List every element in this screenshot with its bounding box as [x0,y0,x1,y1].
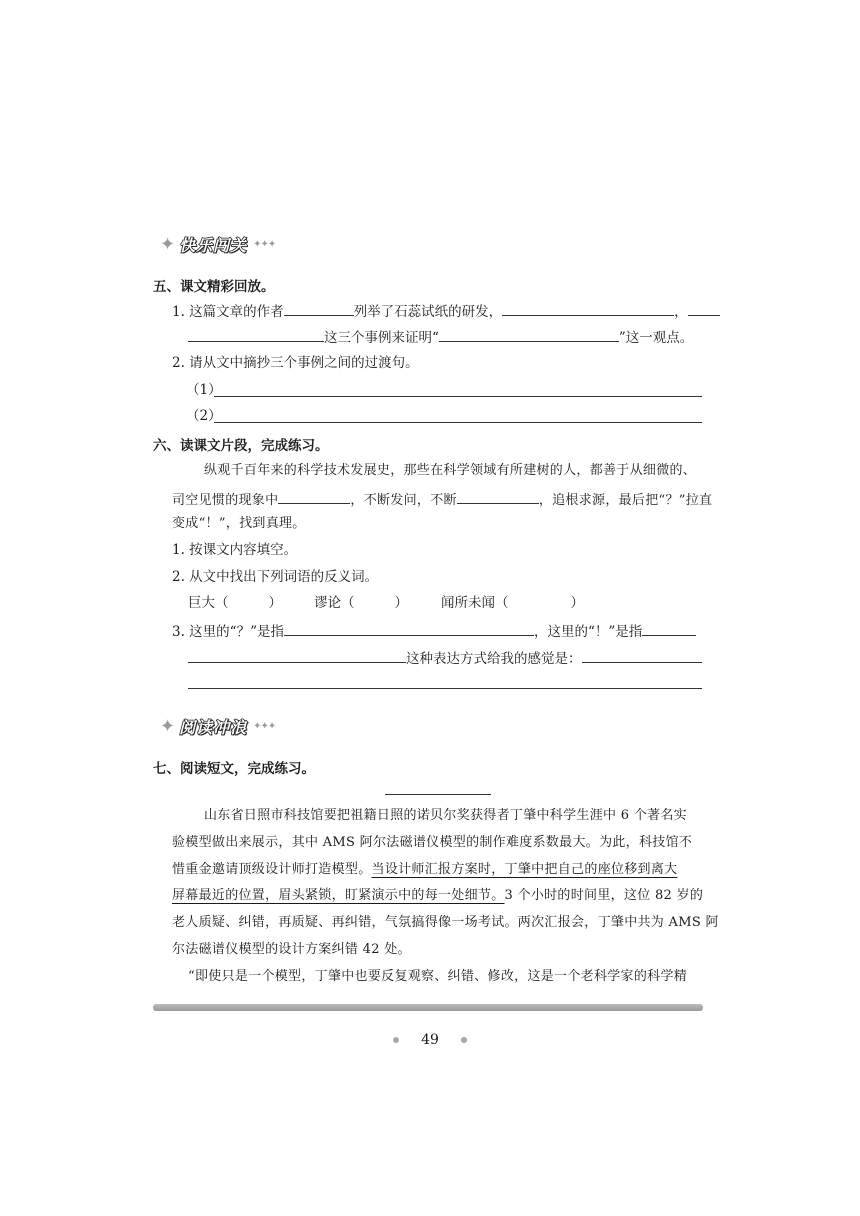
blank-example-3[interactable] [188,326,324,342]
answer-label-2: （2） [186,408,222,424]
section-banner-reading-surf [160,713,275,739]
section-banner-quick-challenge [160,231,275,257]
star-icon: ✦ [160,233,176,255]
article-line-7: “即使只是一个模型，丁肇中也要反复观察、纠错、修改，这是一个老科学家的科学精 [188,969,688,984]
banner-title: 快乐闯关 [179,235,248,255]
stars-icon: ✦✦✦ [253,238,276,250]
answer-line-feeling[interactable] [188,688,702,689]
section-7-heading: 七、阅读短文，完成练习。 [153,761,315,777]
page-number: 49 [421,1032,439,1048]
question-6-1: 1. 按课文内容填空。 [172,542,298,558]
question-6-3-line2: 这种表达方式给我的感觉是： [188,647,702,667]
question-5-1-line1: 1. 这篇文章的作者 列举了石蕊试纸的研发， ， [172,300,720,320]
section-5-heading: 五、课文精彩回放。 [153,279,275,295]
page-number-footer [0,1032,860,1048]
underlined-sentence-part-1: 当设计师汇报方案时，丁肇中把自己的座位移到离大 [371,862,678,877]
antonym-3: 闻所未闻（ ） [441,595,584,611]
dot-icon [393,1037,399,1043]
article-line-2: 验模型做出来展示，其中 AMS 阿尔法磁谱仪模型的制作难度系数最大。为此，科技馆不 [172,835,693,850]
blank-example-1[interactable] [502,300,674,316]
blank-example-2[interactable] [688,300,720,316]
question-6-2: 2. 从文中找出下列词语的反义词。 [172,569,379,585]
dot-icon [461,1037,467,1043]
article-line-1: 山东省日照市科技馆要把祖籍日照的诺贝尔奖获得者丁肇中科学生涯中 6 个著名实 [204,808,687,823]
underlined-sentence-part-2: 屏幕最近的位置，眉头紧锁，盯紧演示中的每一处细节。 [172,888,505,903]
antonym-1: 巨大（ ） [188,595,282,611]
article-line-3: 惜重金邀请顶级设计师打造模型。当设计师汇报方案时，丁肇中把自己的座位移到离大 [172,862,678,877]
section-6-heading: 六、读课文片段，完成练习。 [153,438,329,454]
passage-line-2: 司空见惯的现象中 ，不断发问，不断 ，追根求源，最后把“？”拉直 [172,488,712,508]
blank-viewpoint[interactable] [439,326,619,342]
blank-phenomenon[interactable] [278,488,350,504]
title-blank-line[interactable] [385,794,491,795]
blank-exclamation-meaning[interactable] [642,620,696,636]
question-5-2: 2. 请从文中摘抄三个事例之间的过渡句。 [172,355,419,371]
stars-icon: ✦✦✦ [253,720,276,732]
article-line-4: 屏幕最近的位置，眉头紧锁，盯紧演示中的每一处细节。3 个小时的时间里，这位 82 岁的 [172,888,704,903]
star-icon: ✦ [160,715,176,737]
article-line-5: 老人质疑、纠错，再质疑、再纠错，气氛搞得像一场考试。两次汇报会，丁肇中共为 AMS 阿 [172,915,719,930]
blank-author[interactable] [284,300,354,316]
blank-feeling[interactable] [582,647,702,663]
blank-exclamation-meaning-cont[interactable] [188,647,406,663]
antonym-2: 谬论（ ） [314,595,408,611]
question-5-1-line2: 这三个事例来证明“ ”这一观点。 [188,326,693,346]
answer-line-1[interactable] [214,396,702,397]
question-6-3-line1: 3. 这里的“？”是指 ，这里的“！”是指 [172,620,696,640]
article-line-6: 尔法磁谱仪模型的设计方案纠错 42 处。 [172,942,411,957]
passage-line-1: 纵观千百年来的科学技术发展史，那些在科学领域有所建树的人，都善于从细微的、 [204,463,697,478]
blank-question-mark-meaning[interactable] [284,620,534,636]
page-bottom-bar [153,1004,703,1011]
blank-action[interactable] [457,488,539,504]
answer-label-1: （1） [186,382,222,398]
banner-title: 阅读冲浪 [179,717,248,737]
answer-line-2[interactable] [214,422,702,423]
passage-line-3: 变成“！”，找到真理。 [172,516,306,531]
